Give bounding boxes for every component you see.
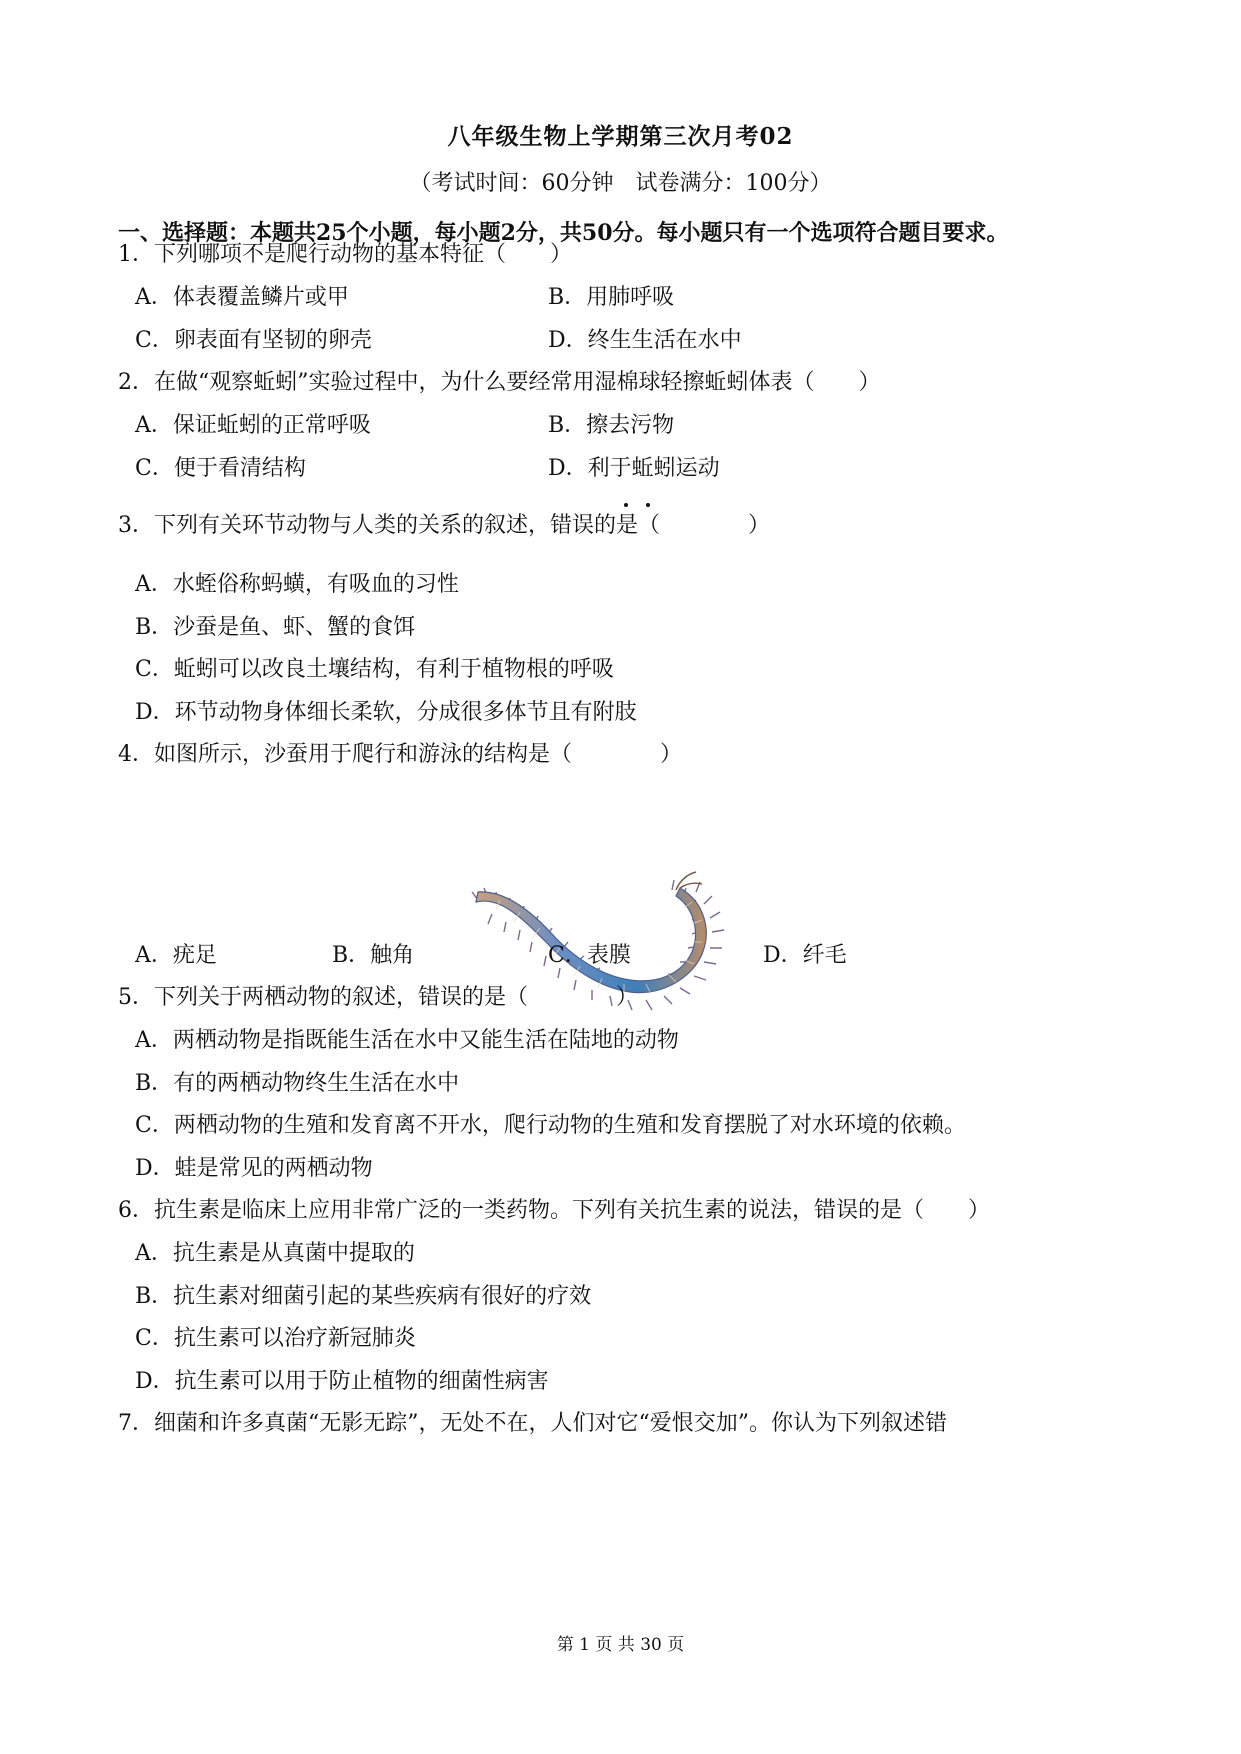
question-1-option-a: A．体表覆盖鳞片或甲 <box>135 285 349 310</box>
question-6-option-c: C．抗生素可以治疗新冠肺炎 <box>135 1326 416 1351</box>
emphasis-dot <box>646 503 650 507</box>
question-4-option-a: A．疣足 <box>135 943 217 968</box>
question-7-stem: 7．细菌和许多真菌“无影无踪”，无处不在，人们对它“爱恨交加”。你认为下列叙述错 <box>118 1411 947 1436</box>
emphasis-dot <box>624 503 628 507</box>
question-5-option-b: B．有的两栖动物终生生活在水中 <box>135 1071 460 1096</box>
page-subtitle: （考试时间：60分钟 试卷满分：100分） <box>409 171 832 196</box>
question-1-stem: 1．下列哪项不是爬行动物的基本特征（ ） <box>118 242 572 267</box>
question-6-option-d: D．抗生素可以用于防止植物的细菌性病害 <box>135 1369 549 1394</box>
question-6-option-a: A．抗生素是从真菌中提取的 <box>135 1241 415 1266</box>
question-6-option-b: B．抗生素对细菌引起的某些疾病有很好的疗效 <box>135 1284 592 1309</box>
question-4-option-c: C．表膜 <box>548 943 631 968</box>
question-5-option-a: A．两栖动物是指既能生活在水中又能生活在陆地的动物 <box>135 1028 679 1053</box>
question-2-option-b: B．擦去污物 <box>548 413 675 438</box>
question-1-option-b: B．用肺呼吸 <box>548 285 675 310</box>
question-6-stem: 6．抗生素是临床上应用非常广泛的一类药物。下列有关抗生素的说法，错误的是（ ） <box>118 1198 991 1223</box>
question-3-option-a: A．水蛭俗称蚂蟥，有吸血的习性 <box>135 572 459 597</box>
question-4-stem: 4．如图所示，沙蚕用于爬行和游泳的结构是（ ） <box>118 742 682 767</box>
question-5-option-d: D．蛙是常见的两栖动物 <box>135 1156 373 1181</box>
question-3-option-c: C．蚯蚓可以改良土壤结构，有利于植物根的呼吸 <box>135 657 614 682</box>
question-5-option-c: C．两栖动物的生殖和发育离不开水，爬行动物的生殖和发育摆脱了对水环境的依赖。 <box>135 1113 966 1138</box>
question-2-option-c: C．便于看清结构 <box>135 456 306 481</box>
question-2-option-a: A．保证蚯蚓的正常呼吸 <box>135 413 371 438</box>
question-2-option-d: D．利于蚯蚓运动 <box>548 456 720 481</box>
section-heading: 一、选择题：本题共25个小题，每小题2分，共50分。每小题只有一个选项符合题目要求。 <box>118 220 1009 246</box>
question-3-option-b: B．沙蚕是鱼、虾、蟹的食饵 <box>135 615 416 640</box>
page-title: 八年级生物上学期第三次月考02 <box>447 123 794 150</box>
question-1-option-c: C．卵表面有坚韧的卵壳 <box>135 328 372 353</box>
question-1-option-d: D．终生生活在水中 <box>548 328 742 353</box>
question-2-stem: 2．在做“观察蚯蚓”实验过程中，为什么要经常用湿棉球轻擦蚯蚓体表（ ） <box>118 370 881 395</box>
question-4-option-d: D．纤毛 <box>763 943 847 968</box>
page-footer: 第 1 页 共 30 页 <box>556 1635 685 1655</box>
question-4-option-b: B．触角 <box>332 943 415 968</box>
question-3-stem: 3．下列有关环节动物与人类的关系的叙述，错误的是（ ） <box>118 513 770 538</box>
question-5-stem: 5．下列关于两栖动物的叙述，错误的是（ ） <box>118 985 638 1010</box>
question-3-option-d: D．环节动物身体细长柔软，分成很多体节且有附肢 <box>135 700 637 725</box>
